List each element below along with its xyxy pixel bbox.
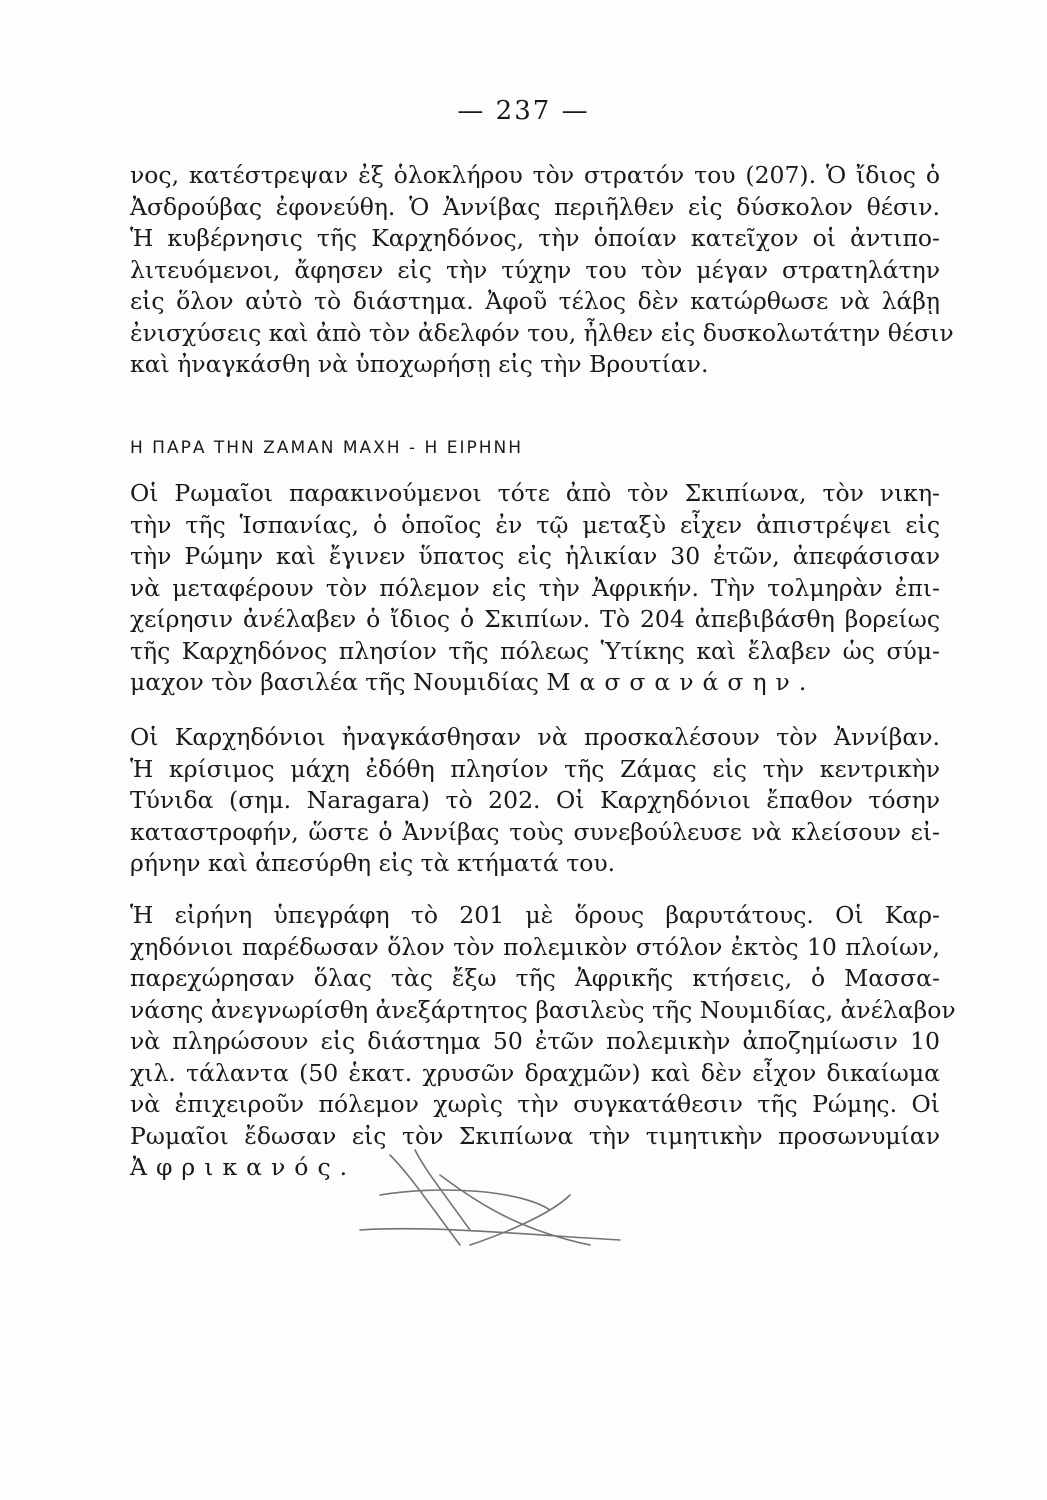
text-line: καταστροφήν, ὥστε ὁ Ἀννίβας τοὺς συνεβούλευσε νὰ κλείσουν εἰ- bbox=[130, 817, 940, 846]
text-line-content: Οἱ Ρωμαῖοι παρακινούμενοι τότε ἀπὸ τὸν Σκιπίωνα, τὸν νικη- bbox=[130, 479, 940, 507]
text-line bbox=[130, 478, 940, 510]
text-line: Οἱ Καρχηδόνιοι ἠναγκάσθησαν νὰ προσκαλέσουν τὸν Ἀννίβαν. bbox=[130, 723, 940, 751]
text-line: χηδόνιοι παρέδωσαν ὅλον τὸν πολεμικὸν στόλον ἐκτὸς 10 πλοίων, bbox=[130, 932, 940, 961]
text-line: Ἀσδρούβας ἐφονεύθη. Ὁ Ἀννίβας περιῆλθεν εἰς δύσκολον θέσιν. bbox=[130, 192, 940, 221]
spaced-name: Ἀφρικανός. bbox=[130, 1153, 357, 1181]
text-line-content: μαχον τὸν βασιλέα τῆς Νουμιδίας bbox=[130, 668, 539, 696]
text-line bbox=[130, 667, 940, 699]
text-line: χείρησιν ἀνέλαβεν ὁ ἴδιος ὁ Σκιπίων. Τὸ 204 ἀπεβιβάσθη βορείως bbox=[130, 605, 940, 633]
text-line: Ἡ εἰρήνη ὑπεγράφη τὸ 201 μὲ ὅρους βαρυτάτους. Οἱ Καρ- bbox=[130, 901, 940, 929]
paragraph-2 bbox=[130, 478, 940, 699]
text-line: νὰ πληρώσουν εἰς διάστημα 50 ἐτῶν πολεμικὴν ἀποζημίωσιν 10 bbox=[130, 1027, 940, 1055]
text-line: νος, κατέστρεψαν ἐξ ὁλοκλήρου τὸν στρατόν του (207). Ὁ ἴδιος ὁ bbox=[130, 161, 940, 189]
text-line: τὴν τῆς Ἱσπανίας, ὁ ὁποῖος ἐν τῷ μεταξὺ εἶχεν ἀπιστρέψει εἰς bbox=[130, 510, 940, 539]
paragraph-3 bbox=[130, 722, 940, 880]
text-line: τὴν Ρώμην καὶ ἔγινεν ὕπατος εἰς ἡλικίαν 30 ἐτῶν, ἀπεφάσισαν bbox=[130, 542, 940, 570]
text-line: χιλ. τάλαντα (50 ἑκατ. χρυσῶν δραχμῶν) καὶ δὲν εἶχον δικαίωμα bbox=[130, 1058, 940, 1087]
text-line: παρεχώρησαν ὅλας τὰς ἔξω τῆς Ἀφρικῆς κτήσεις, ὁ Μασσα- bbox=[130, 964, 940, 992]
text-line: καὶ ἠναγκάσθη νὰ ὑποχωρήσῃ εἰς τὴν Βρουτίαν. bbox=[130, 350, 709, 378]
paragraph-1 bbox=[130, 160, 954, 381]
section-heading: Η ΠΑΡΑ ΤΗΝ ΖΑΜΑΝ ΜΑΧΗ - Η ΕΙΡΗΝΗ bbox=[130, 438, 524, 458]
text-line: Ρωμαῖοι ἔδωσαν εἰς τὸν Σκιπίωνα τὴν τιμητικὴν προσωνυμίαν bbox=[130, 1121, 940, 1150]
text-line: τῆς Καρχηδόνος πλησίον τῆς πόλεως Ὑτίκης καὶ ἔλαβεν ὡς σύμ- bbox=[130, 636, 940, 665]
pen-scribble bbox=[320, 1135, 650, 1265]
page-number: — 237 — bbox=[457, 96, 590, 126]
text-line: νὰ μεταφέρουν τὸν πόλεμον εἰς τὴν Ἀφρικήν. Τὴν τολμηρὰν ἐπι- bbox=[130, 573, 940, 602]
text-line: νὰ ἐπιχειροῦν πόλεμον χωρὶς τὴν συγκατάθεσιν τῆς Ρώμης. Οἱ bbox=[130, 1090, 940, 1118]
text-line: Ἡ κρίσιμος μάχη ἐδόθη πλησίον τῆς Ζάμας εἰς τὴν κεντρικὴν bbox=[130, 754, 940, 783]
text-line: Ἡ κυβέρνησις τῆς Καρχηδόνος, τὴν ὁποίαν κατεῖχον οἱ ἀντιπο- bbox=[130, 224, 940, 252]
text-line: νάσης ἀνεγνωρίσθη ἀνεξάρτητος βασιλεὺς τῆς Νουμιδίας, ἀνέλαβον bbox=[130, 995, 956, 1024]
text-line: ἐνισχύσεις καὶ ἀπὸ τὸν ἀδελφόν του, ἦλθεν εἰς δυσκολωτάτην θέσιν bbox=[130, 318, 954, 347]
text-line: Τύνιδα (σημ. Naragara) τὸ 202. Οἱ Καρχηδόνιοι ἔπαθον τόσην bbox=[130, 786, 940, 814]
text-line: ρήνην καὶ ἀπεσύρθη εἰς τὰ κτήματά του. bbox=[130, 849, 616, 877]
text-line: λιτευόμενοι, ἄφησεν εἰς τὴν τύχην του τὸν μέγαν στρατηλάτην bbox=[130, 255, 940, 284]
text-line: εἰς ὅλον αὐτὸ τὸ διάστημα. Ἀφοῦ τέλος δὲν κατώρθωσε νὰ λάβῃ bbox=[130, 287, 940, 315]
spaced-name: Μασσανάσην. bbox=[546, 668, 816, 696]
